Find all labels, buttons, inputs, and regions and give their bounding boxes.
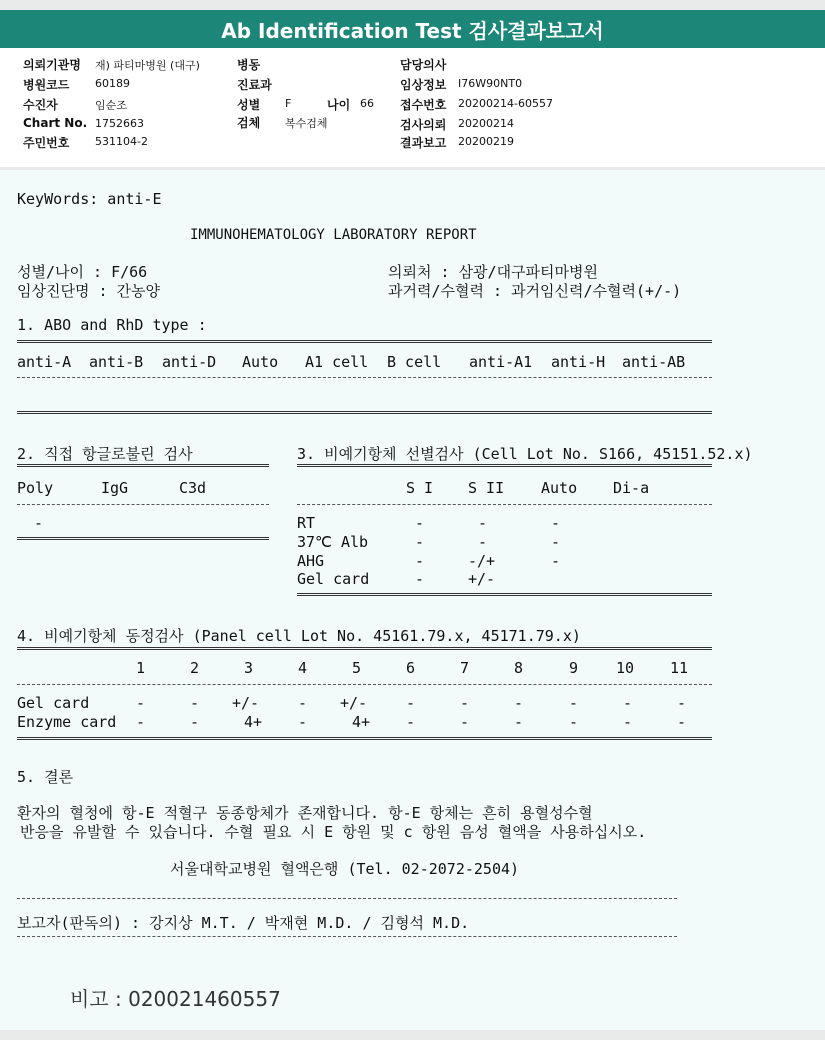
s4-cell: - bbox=[514, 713, 524, 731]
s4-row-label: Enzyme card bbox=[17, 713, 117, 731]
dashed-rule bbox=[17, 684, 712, 685]
hospital-code-label: 병원코드 bbox=[23, 78, 70, 92]
specimen-label: 검체 bbox=[237, 116, 261, 130]
dashed-rule bbox=[17, 936, 677, 937]
recipient-label: 수진자 bbox=[23, 98, 58, 112]
s3-row-label: AHG bbox=[297, 552, 325, 570]
s3-cell: - bbox=[415, 533, 425, 551]
s1-col-anti-a1: anti-A1 bbox=[469, 353, 533, 371]
s4-col: 8 bbox=[514, 659, 524, 677]
institution-value: 재) 파티마병원 (대구) bbox=[95, 59, 200, 72]
s4-col: 4 bbox=[298, 659, 308, 677]
s4-cell: - bbox=[190, 713, 200, 731]
receipt-label: 접수번호 bbox=[400, 98, 447, 112]
reporters: 보고자(판독의) : 강지상 M.T. / 박재현 M.D. / 김형석 M.D. bbox=[17, 914, 470, 932]
double-rule bbox=[17, 647, 712, 650]
s4-cell: - bbox=[677, 694, 687, 712]
s3-cell: - bbox=[415, 552, 425, 570]
section-2-title: 2. 직접 항글로불린 검사 bbox=[17, 445, 193, 463]
request-value: 20200214 bbox=[458, 117, 514, 130]
age-value: 66 bbox=[360, 97, 374, 110]
hospital-code-value: 60189 bbox=[95, 77, 130, 90]
s4-col: 9 bbox=[569, 659, 579, 677]
s4-cell: - bbox=[460, 694, 470, 712]
s1-col-anti-h: anti-H bbox=[551, 353, 606, 371]
sex-value: F bbox=[285, 97, 292, 110]
double-rule bbox=[297, 464, 712, 467]
s4-cell: - bbox=[623, 713, 633, 731]
section-1-title: 1. ABO and RhD type : bbox=[17, 316, 207, 334]
ward-label: 병동 bbox=[237, 58, 261, 72]
s3-cell: - bbox=[551, 533, 561, 551]
s3-cell: - bbox=[415, 514, 425, 532]
s3-cell: - bbox=[415, 570, 425, 588]
double-rule bbox=[17, 537, 269, 540]
section-5-title: 5. 결론 bbox=[17, 768, 74, 786]
dashed-rule bbox=[297, 504, 712, 505]
s1-col-anti-ab: anti-AB bbox=[622, 353, 686, 371]
s4-cell: - bbox=[136, 694, 146, 712]
lab-report-body bbox=[0, 170, 825, 1030]
sex-age: 성별/나이 : F/66 bbox=[17, 263, 148, 281]
remark: 비고 : 020021460557 bbox=[70, 987, 281, 1011]
s3-col-s2: S II bbox=[468, 479, 505, 497]
s4-cell: - bbox=[569, 713, 579, 731]
doctor-label: 담당의사 bbox=[400, 58, 447, 72]
s3-row-label: Gel card bbox=[297, 570, 370, 588]
age-label: 나이 bbox=[327, 98, 351, 112]
s4-cell: 4+ bbox=[352, 713, 371, 731]
s4-cell: - bbox=[569, 694, 579, 712]
s4-cell: - bbox=[406, 694, 416, 712]
s1-col-anti-b: anti-B bbox=[89, 353, 144, 371]
s4-col: 2 bbox=[190, 659, 200, 677]
page-title: Ab Identification Test 검사결과보고서 bbox=[0, 10, 825, 48]
diagnosis: 임상진단명 : 간농양 bbox=[17, 282, 161, 300]
s1-col-a1-cell: A1 cell bbox=[305, 353, 369, 371]
s4-col: 5 bbox=[352, 659, 362, 677]
patient-info-panel bbox=[0, 48, 825, 167]
s3-col-s1: S I bbox=[406, 479, 434, 497]
conclusion-line-1: 환자의 혈청에 항-E 적혈구 동종항체가 존재합니다. 항-E 항체는 흔히 용혈성수혈 bbox=[17, 804, 593, 822]
s4-col: 3 bbox=[244, 659, 254, 677]
request-label: 검사의뢰 bbox=[400, 118, 447, 132]
s1-col-anti-a: anti-A bbox=[17, 353, 72, 371]
s4-cell: +/- bbox=[340, 694, 368, 712]
double-rule bbox=[17, 737, 712, 740]
s4-cell: +/- bbox=[232, 694, 260, 712]
section-3-title: 3. 비예기항체 선별검사 (Cell Lot No. S166, 45151.52.x) bbox=[297, 445, 753, 463]
clinical-value: I76W90NT0 bbox=[458, 77, 523, 90]
s4-cell: 4+ bbox=[244, 713, 263, 731]
s4-cell: - bbox=[298, 694, 308, 712]
s2-col-igg: IgG bbox=[101, 479, 129, 497]
specimen-value: 복수검체 bbox=[285, 117, 328, 130]
s3-cell: -/+ bbox=[468, 552, 496, 570]
keywords: KeyWords: anti-E bbox=[17, 190, 162, 208]
s4-cell: - bbox=[136, 713, 146, 731]
s4-col: 6 bbox=[406, 659, 416, 677]
s4-col: 10 bbox=[616, 659, 635, 677]
s4-col: 1 bbox=[136, 659, 146, 677]
s3-cell: +/- bbox=[468, 570, 496, 588]
s3-row-label: 37℃ Alb bbox=[297, 533, 369, 551]
history: 과거력/수혈력 : 과거임신력/수혈력(+/-) bbox=[388, 282, 682, 300]
blood-bank-contact: 서울대학교병원 혈액은행 (Tel. 02-2072-2504) bbox=[170, 860, 520, 878]
clinical-label: 임상정보 bbox=[400, 78, 447, 92]
s4-col: 11 bbox=[670, 659, 689, 677]
s4-row-label: Gel card bbox=[17, 694, 90, 712]
s3-col-auto: Auto bbox=[541, 479, 578, 497]
dept-label: 진료과 bbox=[237, 78, 272, 92]
double-rule bbox=[17, 340, 712, 343]
s3-cell: - bbox=[478, 514, 488, 532]
s1-col-auto: Auto bbox=[242, 353, 279, 371]
s4-cell: - bbox=[298, 713, 308, 731]
lab-report-title: IMMUNOHEMATOLOGY LABORATORY REPORT bbox=[190, 227, 477, 243]
report-date-value: 20200219 bbox=[458, 135, 514, 148]
dashed-rule bbox=[17, 504, 269, 505]
section-4-title: 4. 비예기항체 동정검사 (Panel cell Lot No. 45161.79.x, 45171.79.x) bbox=[17, 627, 581, 645]
sex-label: 성별 bbox=[237, 98, 261, 112]
s3-row-label: RT bbox=[297, 514, 316, 532]
receipt-value: 20200214-60557 bbox=[458, 97, 553, 110]
s4-col: 7 bbox=[460, 659, 470, 677]
conclusion-line-2: 반응을 유발할 수 있습니다. 수혈 필요 시 E 항원 및 c 항원 음성 혈액을 사용하십시오. bbox=[20, 823, 647, 841]
recipient-value: 임순조 bbox=[95, 99, 127, 112]
dashed-rule bbox=[17, 377, 712, 378]
s2-poly-value: - bbox=[34, 514, 44, 532]
report-date-label: 결과보고 bbox=[400, 136, 447, 150]
chart-value: 1752663 bbox=[95, 117, 144, 130]
s4-cell: - bbox=[623, 694, 633, 712]
chart-label: Chart No. bbox=[23, 116, 88, 130]
s4-cell: - bbox=[677, 713, 687, 731]
s4-cell: - bbox=[406, 713, 416, 731]
double-rule bbox=[17, 464, 269, 467]
s4-cell: - bbox=[514, 694, 524, 712]
double-rule bbox=[17, 411, 712, 414]
s3-cell: - bbox=[551, 514, 561, 532]
rrn-label: 주민번호 bbox=[23, 136, 70, 150]
s3-cell: - bbox=[478, 533, 488, 551]
requester: 의뢰처 : 삼광/대구파티마병원 bbox=[388, 263, 599, 281]
s1-col-anti-d: anti-D bbox=[162, 353, 217, 371]
double-rule bbox=[297, 593, 712, 596]
rrn-value: 531104-2 bbox=[95, 135, 148, 148]
s3-cell: - bbox=[551, 552, 561, 570]
s2-col-poly: Poly bbox=[17, 479, 54, 497]
s1-col-b-cell: B cell bbox=[387, 353, 442, 371]
s3-col-di-a: Di-a bbox=[613, 479, 650, 497]
s4-cell: - bbox=[190, 694, 200, 712]
institution-label: 의뢰기관명 bbox=[23, 58, 81, 72]
s2-col-c3d: C3d bbox=[179, 479, 207, 497]
dashed-rule bbox=[17, 898, 677, 899]
s4-cell: - bbox=[460, 713, 470, 731]
